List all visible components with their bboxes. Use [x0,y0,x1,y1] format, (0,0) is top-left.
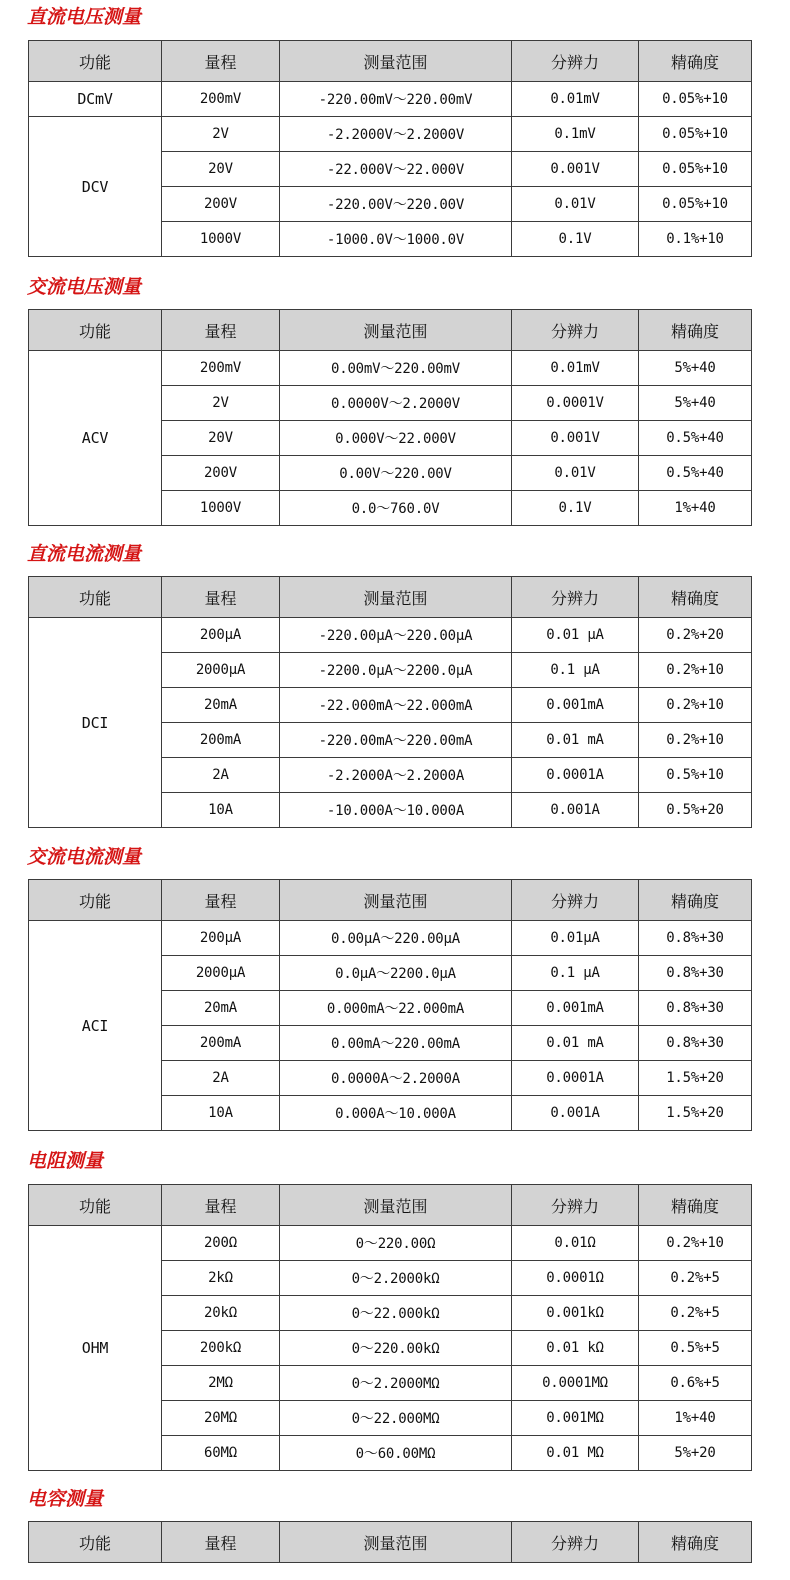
cell-accuracy: 0.05%+10 [639,187,752,222]
cell-resolution: 0.0001A [512,758,639,793]
cell-accuracy: 1%+40 [639,491,752,526]
cell-range: 20V [162,421,280,456]
cell-range: 200μA [162,921,280,956]
cell-measure-range: -2200.0μA～2200.0μA [280,653,512,688]
cell-resolution: 0.0001Ω [512,1261,639,1296]
cell-accuracy: 1.5%+20 [639,1096,752,1131]
cell-resolution: 0.001mA [512,688,639,723]
header-function: 功能 [29,880,162,921]
header-function: 功能 [29,577,162,618]
cell-measure-range: 0.0～760.0V [280,491,512,526]
cell-measure-range: 0.0000A～2.2000A [280,1061,512,1096]
cell-range: 20mA [162,991,280,1026]
header-accuracy: 精确度 [639,1522,752,1563]
cell-resolution: 0.001A [512,1096,639,1131]
spec-table [28,1521,752,1563]
cell-measure-range: 0.00mV～220.00mV [280,351,512,386]
header-function: 功能 [29,41,162,82]
cell-resolution: 0.001V [512,421,639,456]
table-row [29,351,752,386]
cell-accuracy: 0.5%+40 [639,421,752,456]
cell-resolution: 0.1 μA [512,653,639,688]
cell-measure-range: 0～60.00MΩ [280,1436,512,1471]
cell-accuracy: 0.2%+10 [639,688,752,723]
section-title: 电阻测量 [27,1150,104,1172]
table-header-row [29,1522,752,1563]
cell-measure-range: 0.000A～10.000A [280,1096,512,1131]
cell-accuracy: 0.2%+20 [639,618,752,653]
cell-resolution: 0.01μA [512,921,639,956]
cell-accuracy: 0.6%+5 [639,1366,752,1401]
cell-range: 60MΩ [162,1436,280,1471]
cell-accuracy: 5%+20 [639,1436,752,1471]
cell-resolution: 0.0001A [512,1061,639,1096]
table-row [29,82,752,117]
cell-range: 1000V [162,222,280,257]
cell-resolution: 0.01Ω [512,1226,639,1261]
header-resolution: 分辨力 [512,1522,639,1563]
cell-range: 10A [162,1096,280,1131]
cell-accuracy: 0.5%+10 [639,758,752,793]
header-accuracy: 精确度 [639,41,752,82]
cell-range: 1000V [162,491,280,526]
cell-measure-range: 0～220.00kΩ [280,1331,512,1366]
cell-measure-range: 0～22.000kΩ [280,1296,512,1331]
section-title: 直流电压测量 [27,6,142,28]
header-range: 量程 [162,41,280,82]
header-function: 功能 [29,1185,162,1226]
cell-accuracy: 5%+40 [639,386,752,421]
cell-resolution: 0.001mA [512,991,639,1026]
cell-measure-range: 0～2.2000kΩ [280,1261,512,1296]
cell-resolution: 0.001A [512,793,639,828]
cell-range: 200V [162,187,280,222]
cell-accuracy: 1.5%+20 [639,1061,752,1096]
cell-measure-range: 0.0μA～2200.0μA [280,956,512,991]
header-function: 功能 [29,310,162,351]
header-measure-range: 测量范围 [280,41,512,82]
cell-range: 200mA [162,1026,280,1061]
spec-table [28,40,752,257]
cell-range: 200V [162,456,280,491]
cell-accuracy: 0.2%+10 [639,1226,752,1261]
cell-measure-range: -10.000A～10.000A [280,793,512,828]
table-row [29,117,752,152]
cell-resolution: 0.01 mA [512,1026,639,1061]
cell-measure-range: 0.000mA～22.000mA [280,991,512,1026]
header-accuracy: 精确度 [639,310,752,351]
cell-resolution: 0.1 μA [512,956,639,991]
table-header-row [29,1185,752,1226]
header-range: 量程 [162,1522,280,1563]
cell-range: 200kΩ [162,1331,280,1366]
cell-resolution: 0.001kΩ [512,1296,639,1331]
cell-resolution: 0.01V [512,456,639,491]
cell-accuracy: 0.2%+5 [639,1296,752,1331]
cell-resolution: 0.01 kΩ [512,1331,639,1366]
cell-range: 2kΩ [162,1261,280,1296]
cell-accuracy: 0.5%+40 [639,456,752,491]
spec-table [28,576,752,828]
cell-measure-range: 0.00mA～220.00mA [280,1026,512,1061]
cell-measure-range: 0～22.000MΩ [280,1401,512,1436]
section-title: 直流电流测量 [27,543,142,565]
cell-range: 2A [162,1061,280,1096]
cell-range: 10A [162,793,280,828]
cell-range: 2V [162,386,280,421]
header-range: 量程 [162,577,280,618]
cell-accuracy: 0.8%+30 [639,921,752,956]
cell-range: 20kΩ [162,1296,280,1331]
header-measure-range: 测量范围 [280,577,512,618]
cell-range: 20MΩ [162,1401,280,1436]
header-range: 量程 [162,310,280,351]
cell-measure-range: -22.000V～22.000V [280,152,512,187]
header-resolution: 分辨力 [512,310,639,351]
cell-measure-range: 0～2.2000MΩ [280,1366,512,1401]
cell-accuracy: 0.05%+10 [639,117,752,152]
cell-measure-range: -2.2000A～2.2000A [280,758,512,793]
cell-accuracy: 0.05%+10 [639,82,752,117]
cell-function: ACI [29,921,162,1131]
cell-range: 200mV [162,351,280,386]
cell-function: ACV [29,351,162,526]
cell-measure-range: 0～220.00Ω [280,1226,512,1261]
header-accuracy: 精确度 [639,577,752,618]
cell-resolution: 0.01 MΩ [512,1436,639,1471]
cell-accuracy: 0.5%+5 [639,1331,752,1366]
table-header-row [29,577,752,618]
cell-range: 200μA [162,618,280,653]
cell-resolution: 0.0001V [512,386,639,421]
cell-measure-range: -220.00μA～220.00μA [280,618,512,653]
cell-accuracy: 0.8%+30 [639,991,752,1026]
cell-accuracy: 5%+40 [639,351,752,386]
header-resolution: 分辨力 [512,1185,639,1226]
cell-resolution: 0.001MΩ [512,1401,639,1436]
header-measure-range: 测量范围 [280,1185,512,1226]
cell-range: 2000μA [162,653,280,688]
cell-measure-range: 0.00μA～220.00μA [280,921,512,956]
header-resolution: 分辨力 [512,577,639,618]
table-header-row [29,310,752,351]
section-title: 交流电流测量 [27,846,142,868]
header-resolution: 分辨力 [512,880,639,921]
header-range: 量程 [162,880,280,921]
cell-range: 2000μA [162,956,280,991]
spec-table [28,309,752,526]
cell-accuracy: 0.2%+10 [639,723,752,758]
cell-measure-range: 0.000V～22.000V [280,421,512,456]
table-header-row [29,41,752,82]
cell-measure-range: -1000.0V～1000.0V [280,222,512,257]
header-measure-range: 测量范围 [280,310,512,351]
cell-measure-range: -220.00mV～220.00mV [280,82,512,117]
cell-range: 2A [162,758,280,793]
cell-range: 20mA [162,688,280,723]
section-title: 电容测量 [27,1488,104,1510]
cell-resolution: 0.0001MΩ [512,1366,639,1401]
cell-measure-range: -2.2000V～2.2000V [280,117,512,152]
section-title: 交流电压测量 [27,276,142,298]
cell-resolution: 0.01mV [512,351,639,386]
cell-range: 200mV [162,82,280,117]
table-row [29,921,752,956]
cell-resolution: 0.1mV [512,117,639,152]
header-measure-range: 测量范围 [280,880,512,921]
cell-resolution: 0.001V [512,152,639,187]
header-accuracy: 精确度 [639,1185,752,1226]
cell-function: DCV [29,117,162,257]
cell-range: 20V [162,152,280,187]
header-measure-range: 测量范围 [280,1522,512,1563]
spec-table [28,879,752,1131]
cell-function: DCI [29,618,162,828]
cell-accuracy: 0.2%+5 [639,1261,752,1296]
cell-range: 200mA [162,723,280,758]
cell-accuracy: 0.05%+10 [639,152,752,187]
cell-range: 2V [162,117,280,152]
header-accuracy: 精确度 [639,880,752,921]
cell-range: 2MΩ [162,1366,280,1401]
cell-accuracy: 1%+40 [639,1401,752,1436]
table-header-row [29,880,752,921]
table-row [29,618,752,653]
spec-table [28,1184,752,1471]
cell-resolution: 0.1V [512,222,639,257]
cell-accuracy: 0.8%+30 [639,956,752,991]
cell-resolution: 0.01mV [512,82,639,117]
cell-measure-range: -220.00V～220.00V [280,187,512,222]
cell-measure-range: 0.0000V～2.2000V [280,386,512,421]
header-resolution: 分辨力 [512,41,639,82]
cell-accuracy: 0.5%+20 [639,793,752,828]
cell-range: 200Ω [162,1226,280,1261]
cell-function: OHM [29,1226,162,1471]
cell-measure-range: -220.00mA～220.00mA [280,723,512,758]
cell-resolution: 0.01V [512,187,639,222]
header-function: 功能 [29,1522,162,1563]
cell-resolution: 0.1V [512,491,639,526]
cell-accuracy: 0.2%+10 [639,653,752,688]
cell-accuracy: 0.1%+10 [639,222,752,257]
cell-accuracy: 0.8%+30 [639,1026,752,1061]
cell-resolution: 0.01 mA [512,723,639,758]
cell-measure-range: 0.00V～220.00V [280,456,512,491]
table-row [29,1226,752,1261]
cell-measure-range: -22.000mA～22.000mA [280,688,512,723]
cell-function: DCmV [29,82,162,117]
header-range: 量程 [162,1185,280,1226]
cell-resolution: 0.01 μA [512,618,639,653]
